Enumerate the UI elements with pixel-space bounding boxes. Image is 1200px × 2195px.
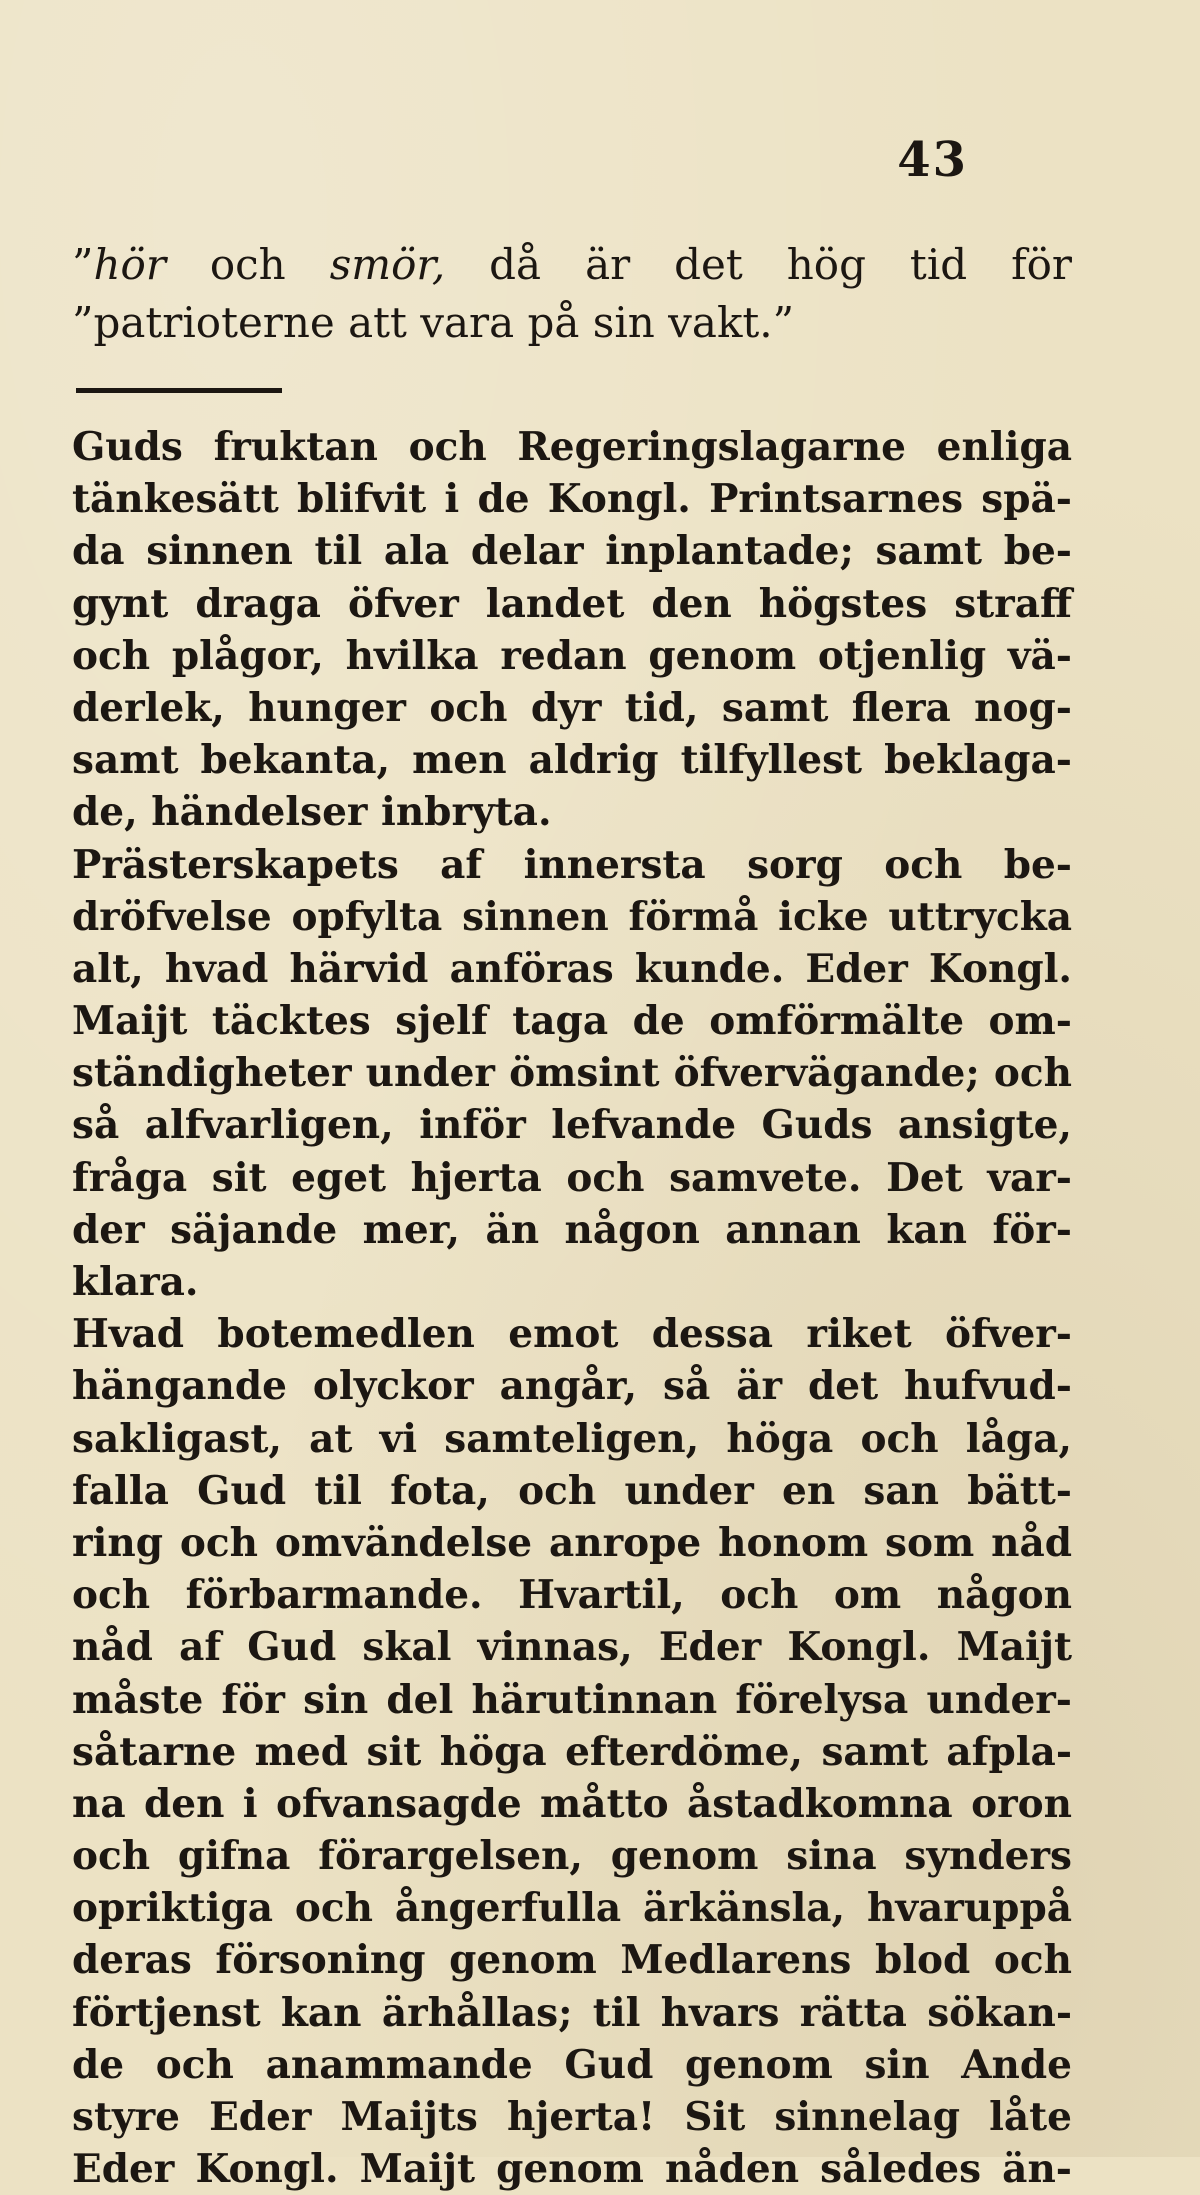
body-line: hängande olyckor angår, så är det hufvud- — [72, 1363, 1072, 1410]
body-line: sakligast, at vi samteligen, höga och låga, — [72, 1415, 1072, 1462]
body-line: der säjande mer, än någon annan kan för- — [72, 1206, 1072, 1253]
body-line: gynt draga öfver landet den högstes straff — [72, 580, 1072, 627]
body-line: ring och omvändelse anrope honom som nåd — [72, 1519, 1072, 1566]
body-line: måste för sin del härutinnan förelysa under- — [72, 1676, 1072, 1723]
quote-line-1 — [72, 236, 1072, 294]
body-line: Hvad botemedlen emot dessa riket öfver- — [72, 1311, 1072, 1358]
body-line: de, händelser inbryta. — [72, 789, 552, 836]
section-divider — [76, 388, 282, 393]
quote-text-mid: och — [165, 240, 330, 289]
body-line: de och anammande Gud genom sin Ande — [72, 2041, 1072, 2088]
body-line: förtjenst kan ärhållas; til hvars rätta sökan- — [72, 1989, 1072, 2036]
body-line: tänkesätt blifvit i de Kongl. Printsarnes spä- — [72, 476, 1072, 523]
body-line: fråga sit eget hjerta och samvete. Det var- — [72, 1154, 1072, 1201]
body-line: så alfvarligen, inför lefvande Guds ansigte, — [72, 1102, 1072, 1149]
quote-open-mark: ” — [72, 240, 94, 289]
body-line: opriktiga och ångerfulla ärkänsla, hvaruppå — [72, 1885, 1072, 1932]
body-line: och gifna förargelsen, genom sina synders — [72, 1833, 1072, 1880]
body-line: da sinnen til ala delar inplantade; samt be- — [72, 528, 1072, 575]
body-line: dröfvelse opfylta sinnen förmå icke uttrycka — [72, 893, 1072, 940]
body-line: och plågor, hvilka redan genom otjenlig vä- — [72, 632, 1072, 679]
quote-italic-word-2: smör, — [329, 240, 446, 289]
page-number: 43 — [897, 132, 968, 188]
body-line: nåd af Gud skal vinnas, Eder Kongl. Maijt — [72, 1624, 1072, 1671]
body-text — [72, 421, 1072, 2195]
body-line: ständigheter under ömsint öfvervägande; och — [72, 1050, 1072, 1097]
quote-line-2: ”patrioterne att vara på sin vakt.” — [72, 298, 795, 347]
body-line: Maijt täcktes sjelf taga de omförmälte om- — [72, 998, 1072, 1045]
quote-continuation — [72, 236, 1072, 352]
body-line: styre Eder Maijts hjerta! Sit sinnelag låte — [72, 2094, 1072, 2140]
body-line: falla Gud til fota, och under en san bätt- — [72, 1467, 1072, 1514]
body-line: och förbarmande. Hvartil, och om någon — [72, 1572, 1072, 1619]
body-line: Prästerskapets af innersta sorg och be- — [72, 841, 1072, 888]
body-line: Guds fruktan och Regeringslagarne enliga — [72, 424, 1072, 470]
body-line: klara. — [72, 1259, 199, 1305]
body-line: såtarne med sit höga efterdöme, samt afpla- — [72, 1728, 1072, 1775]
body-line: Eder Kongl. Maijt genom nåden således än- — [72, 2146, 1072, 2193]
quote-italic-word-1: hör — [93, 240, 166, 289]
body-line: derlek, hunger och dyr tid, samt flera nog- — [72, 684, 1072, 731]
body-line: na den i ofvansagde måtto åstadkomna oron — [72, 1780, 1072, 1827]
quote-text-rest: då är det hög tid för — [445, 240, 1073, 289]
body-line: deras försoning genom Medlarens blod och — [72, 1937, 1072, 1984]
body-line: samt bekanta, men aldrig tilfyllest beklaga- — [72, 737, 1072, 784]
body-line: alt, hvad härvid anföras kunde. Eder Kongl. — [72, 945, 1072, 992]
